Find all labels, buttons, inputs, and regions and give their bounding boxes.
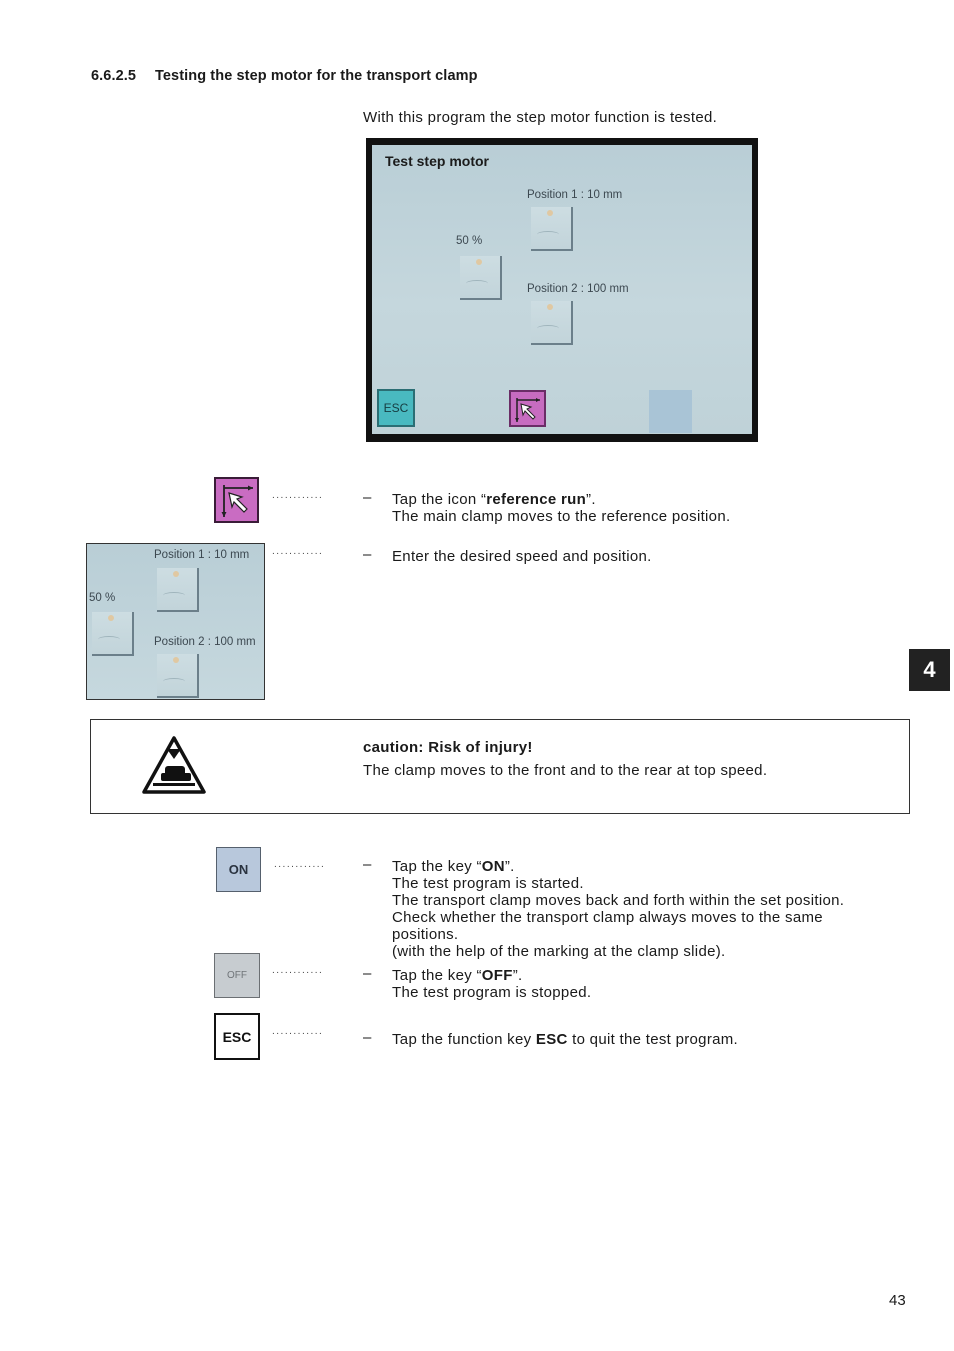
text-part: ”. (512, 967, 523, 984)
leader-dots: ............ (272, 1026, 324, 1037)
test-step-motor-screenshot (366, 138, 758, 442)
mini-position2-field[interactable] (157, 654, 199, 698)
text-line: The main clamp moves to the reference position. (392, 508, 731, 525)
position2-label: Position 2 : 100 mm (527, 283, 629, 295)
caution-box (90, 719, 910, 814)
warning-triangle-icon (141, 735, 207, 795)
intro-text: With this program the step motor function is tested. (363, 109, 718, 126)
text-bold: OFF (481, 967, 513, 984)
chapter-tab: 4 (909, 649, 950, 691)
text-part: Tap the key “ (392, 858, 482, 875)
mini-position1-field[interactable] (157, 568, 199, 612)
text-line: Check whether the transport clamp always moves to the same (392, 909, 823, 926)
section-number: 6.6.2.5 (91, 68, 137, 84)
off-button[interactable]: OFF (214, 953, 260, 998)
section-heading (91, 68, 478, 84)
speed-label: 50 % (456, 235, 483, 247)
text-part: Tap the key “ (392, 967, 482, 984)
reference-step-text (392, 491, 730, 525)
text-line: The test program is stopped. (392, 984, 592, 1001)
leader-dots: ............ (272, 965, 324, 976)
position1-label: Position 1 : 10 mm (527, 189, 623, 201)
speed-position-screenshot (86, 543, 265, 700)
text-part: to quit the test program. (567, 1031, 739, 1048)
mini-speed-label: 50 % (89, 592, 116, 604)
leader-dots: ............ (274, 859, 326, 870)
text-part: Tap the function key (392, 1031, 536, 1048)
screen-title: Test step motor (385, 153, 489, 169)
caution-title: caution: Risk of injury! (363, 739, 533, 756)
leader-dots: ............ (272, 490, 324, 501)
reference-run-icon (214, 477, 259, 523)
section-title: Testing the step motor for the transport clamp (155, 68, 478, 84)
reference-run-icon (511, 392, 544, 425)
on-step-text (392, 858, 844, 960)
text-part: Tap the icon “ (392, 491, 487, 508)
text-line: positions. (392, 926, 459, 943)
esc-step-text (392, 1031, 738, 1048)
mini-position1-label: Position 1 : 10 mm (154, 549, 250, 561)
bullet-dash: – (363, 1029, 372, 1046)
bullet-dash: – (363, 856, 372, 873)
text-line: The test program is started. (392, 875, 584, 892)
speed-field[interactable] (460, 256, 502, 300)
text-part: ”. (504, 858, 515, 875)
text-bold: ON (481, 858, 505, 875)
caution-text: The clamp moves to the front and to the rear at top speed. (363, 762, 768, 779)
text-bold: reference run (486, 491, 587, 508)
reference-run-button[interactable] (509, 390, 546, 427)
text-line: (with the help of the marking at the clamp slide). (392, 943, 726, 960)
position2-field[interactable] (531, 301, 573, 345)
bullet-dash: – (363, 489, 372, 506)
esc-key[interactable]: ESC (214, 1013, 260, 1060)
page-number: 43 (889, 1292, 906, 1309)
mini-speed-field[interactable] (92, 612, 134, 656)
bullet-dash: – (363, 546, 372, 563)
leader-dots: ............ (272, 546, 324, 557)
on-button[interactable]: ON (216, 847, 261, 892)
text-bold: ESC (535, 1031, 568, 1048)
text-line: The transport clamp moves back and forth within the set position. (392, 892, 845, 909)
text-part: ”. (586, 491, 596, 508)
blank-button[interactable] (649, 390, 692, 433)
screen-area (372, 145, 752, 434)
position1-field[interactable] (531, 207, 573, 251)
off-step-text (392, 967, 591, 1001)
speed-step-text: Enter the desired speed and position. (392, 548, 652, 565)
bullet-dash: – (363, 965, 372, 982)
esc-button[interactable]: ESC (377, 389, 415, 427)
mini-position2-label: Position 2 : 100 mm (154, 636, 256, 648)
